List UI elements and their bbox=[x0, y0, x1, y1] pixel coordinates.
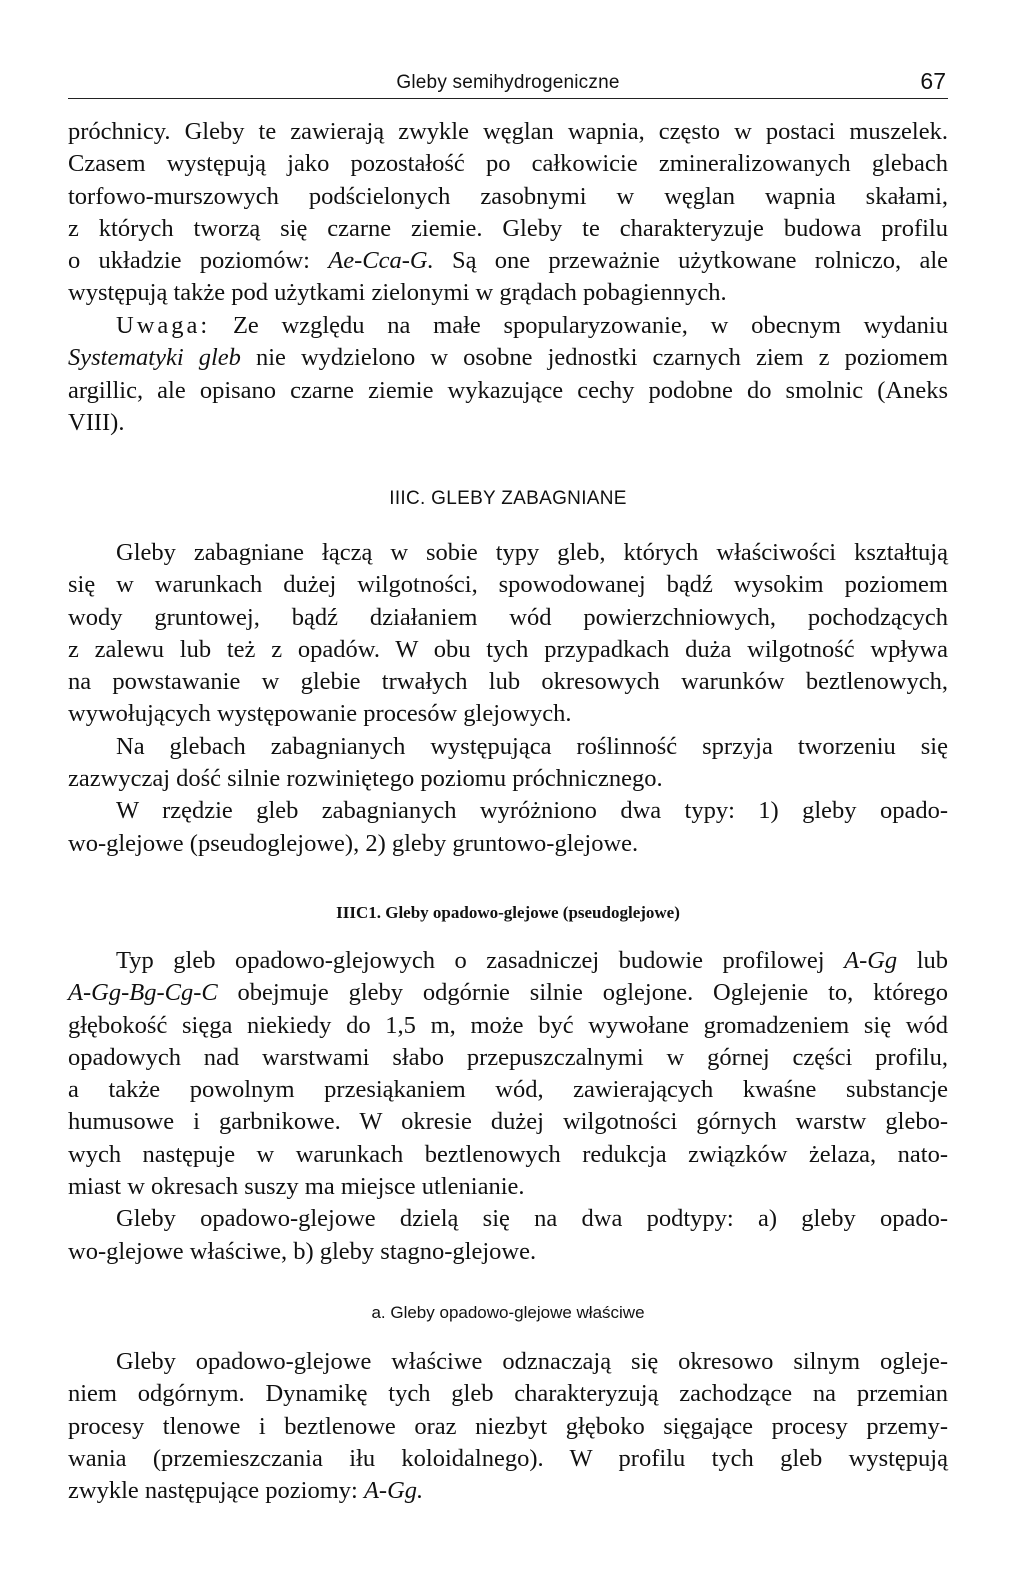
text-line: Gleby opadowo-glejowe dzielą się na dwa podtypy: a) gleby opado- bbox=[116, 1205, 948, 1233]
text-line: W rzędzie gleb zabagnianych wyróżniono dwa typy: 1) gleby opado- bbox=[116, 797, 948, 825]
text-line: na powstawanie w glebie trwałych lub okresowych warunków beztlenowych, bbox=[68, 668, 948, 696]
subsubsection-heading: a. Gleby opadowo-glejowe właściwe bbox=[371, 1303, 645, 1322]
text-line: Czasem występują jako pozostałość po całkowicie zmineralizowanych glebach bbox=[68, 150, 948, 178]
text-line: wywołujących występowanie procesów glejowych. bbox=[68, 700, 572, 728]
section-paragraph bbox=[68, 1346, 948, 1507]
text-line: głębokość sięga niekiedy do 1,5 m, może być wywołane gromadzeniem się wód bbox=[68, 1011, 948, 1039]
horizon-formula: A-Gg. bbox=[363, 1477, 424, 1505]
horizon-formula: A-Gg bbox=[844, 947, 898, 974]
text-line: Na glebach zabagnianych występująca roślinność sprzyja tworzeniu się bbox=[116, 732, 948, 760]
section-paragraph bbox=[68, 945, 948, 1268]
text-line: występują także pod użytkami zielonymi w grądach pobagiennych. bbox=[68, 279, 727, 307]
text-line: wo-glejowe (pseudoglejowe), 2) gleby gruntowo-glejowe. bbox=[68, 829, 639, 857]
text-line: wych następuje w warunkach beztlenowych redukcja związków żelaza, nato- bbox=[68, 1140, 948, 1168]
text-line: się w warunkach dużej wilgotności, spowodowanej bądź wysokim poziomem bbox=[68, 571, 948, 599]
note-label: Uwaga: bbox=[116, 312, 211, 339]
text-line: zazwyczaj dość silnie rozwiniętego poziomu próchnicznego. bbox=[68, 765, 663, 793]
text-line bbox=[68, 310, 948, 342]
note-paragraph bbox=[68, 310, 948, 439]
text-line bbox=[68, 977, 948, 1009]
text-line: wo-glejowe właściwe, b) gleby stagno-glejowe. bbox=[68, 1237, 537, 1265]
text-span: nie wydzielono w osobne jednostki czarnych ziem z poziomem bbox=[240, 344, 949, 372]
horizon-formula: A-Gg-Bg-Cg-C bbox=[68, 979, 218, 1007]
text-line: argillic, ale opisano czarne ziemie wykazujące cechy podobne do smolnic (Aneks bbox=[68, 376, 948, 404]
text-line bbox=[68, 342, 948, 374]
horizon-formula: Ae-Cca-G. bbox=[328, 247, 434, 275]
text-line: torfowo-murszowych podścielonych zasobnymi w węglan wapnia skałami, bbox=[68, 182, 948, 210]
text-line: wania (przemieszczania iłu koloidalnego). W profilu tych gleb występują bbox=[68, 1444, 948, 1472]
text-line: z których tworzą się czarne ziemie. Gleby te charakteryzuje budowa profilu bbox=[68, 214, 948, 242]
text-line: humusowe i garbnikowe. W okresie dużej wilgotności górnych warstw glebo- bbox=[68, 1108, 948, 1136]
book-title: Systematyki gleb bbox=[68, 344, 241, 372]
running-header bbox=[68, 68, 948, 99]
running-title: Gleby semihydrogeniczne bbox=[396, 72, 620, 93]
text-line: niem odgórnym. Dynamikę tych gleb charakteryzują zachodzące na przemian bbox=[68, 1380, 948, 1408]
subsection-heading: IIIC1. Gleby opadowo-glejowe (pseudoglejowe) bbox=[336, 903, 680, 922]
text-line: próchnicy. Gleby te zawierają zwykle węglan wapnia, często w postaci muszelek. bbox=[68, 118, 948, 145]
text-line: opadowych nad warstwami słabo przepuszczalnymi w górnej części profilu, bbox=[68, 1043, 948, 1071]
text-line: Gleby zabagniane łączą w sobie typy gleb, których właściwości kształtują bbox=[116, 539, 948, 566]
paragraph-continued bbox=[68, 116, 948, 310]
text-line: z zalewu lub też z opadów. W obu tych przypadkach duża wilgotność wpływa bbox=[68, 635, 948, 663]
text-span: o układzie poziomów: bbox=[68, 247, 329, 275]
text-span: Są one przeważnie użytkowane rolniczo, ale bbox=[433, 247, 948, 275]
section-paragraph bbox=[68, 537, 948, 860]
text-line bbox=[68, 945, 948, 977]
text-line: procesy tlenowe i beztlenowe oraz niezbyt głęboko sięgające procesy przemy- bbox=[68, 1412, 948, 1440]
text-line: VIII). bbox=[68, 408, 125, 436]
text-span: zwykle następujące poziomy: bbox=[68, 1477, 364, 1505]
text-line bbox=[68, 245, 948, 277]
text-span: lub bbox=[897, 947, 949, 974]
text-span: Ze względu na małe spopularyzowanie, w obecnym wydaniu bbox=[210, 312, 948, 339]
text-line: wody gruntowej, bądź działaniem wód powierzchniowych, pochodzących bbox=[68, 603, 948, 631]
text-line bbox=[68, 1475, 948, 1507]
page-number: 67 bbox=[920, 68, 946, 94]
text-line: Gleby opadowo-glejowe właściwe odznaczają się okresowo silnym ogleje- bbox=[116, 1348, 948, 1375]
text-span: obejmuje gleby odgórnie silnie oglejone. Oglejenie to, którego bbox=[217, 979, 948, 1007]
text-line: miast w okresach suszy ma miejsce utlenianie. bbox=[68, 1173, 525, 1201]
text-span: Typ gleb opadowo-glejowych o zasadniczej budowie profilowej bbox=[116, 947, 845, 974]
section-heading: IIIC. GLEBY ZABAGNIANE bbox=[389, 488, 627, 509]
text-line: a także powolnym przesiąkaniem wód, zawierających kwaśne substancje bbox=[68, 1076, 948, 1104]
